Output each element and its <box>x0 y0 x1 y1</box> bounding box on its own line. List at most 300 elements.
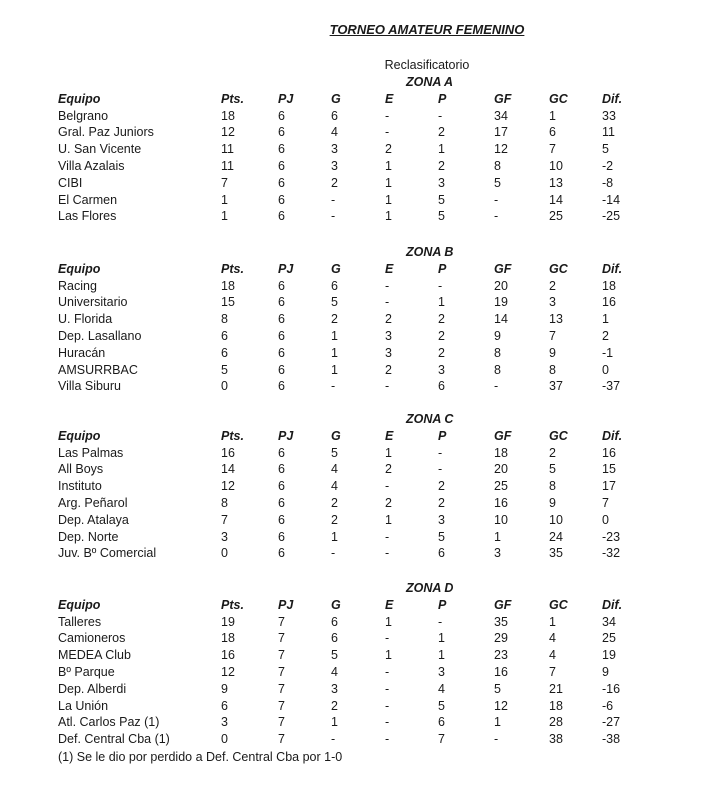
cell-g: 3 <box>331 142 338 157</box>
cell-gf: 5 <box>494 175 501 190</box>
table-row <box>0 699 714 716</box>
cell-dif: 19 <box>602 648 616 663</box>
table-header-row <box>0 262 714 279</box>
cell-pj: 6 <box>278 546 285 561</box>
cell-g: 4 <box>331 479 338 494</box>
cell-gf: 18 <box>494 445 508 460</box>
cell-e: - <box>385 125 390 140</box>
cell-p: 3 <box>438 665 445 679</box>
cell-p: 2 <box>438 125 445 140</box>
cell-pj: 6 <box>278 209 285 224</box>
column-header-gc: GC <box>549 91 568 106</box>
table-row <box>0 295 714 312</box>
cell-gf: 25 <box>494 479 508 494</box>
column-header-e: E <box>385 428 394 443</box>
cell-p: 2 <box>438 345 445 360</box>
cell-dif: 0 <box>602 362 609 377</box>
cell-gc: 1 <box>549 108 556 123</box>
cell-gf: 12 <box>494 698 508 713</box>
cell-pts: 5 <box>221 362 228 377</box>
cell-dif: 16 <box>602 295 616 310</box>
cell-dif: 34 <box>602 614 616 629</box>
table-row <box>0 615 714 632</box>
cell-team: AMSURRBAC <box>58 362 138 377</box>
cell-gf: 3 <box>494 546 501 561</box>
cell-team: Gral. Paz Juniors <box>58 125 154 140</box>
cell-g: 6 <box>331 108 338 123</box>
cell-pts: 18 <box>221 631 235 646</box>
cell-g: 1 <box>331 362 338 377</box>
cell-team: Las Flores <box>58 209 117 224</box>
cell-pts: 12 <box>221 125 235 140</box>
cell-gf: 8 <box>494 362 501 377</box>
table-row <box>0 142 714 159</box>
cell-pj: 6 <box>278 512 285 527</box>
table-row <box>0 109 714 126</box>
cell-p: - <box>438 278 443 293</box>
cell-team: U. San Vicente <box>58 142 142 157</box>
cell-g: 6 <box>331 614 338 629</box>
cell-p: - <box>438 614 443 629</box>
cell-gf: 16 <box>494 496 508 510</box>
cell-p: 5 <box>438 698 445 713</box>
cell-dif: 0 <box>602 512 609 527</box>
cell-pts: 19 <box>221 614 235 629</box>
cell-pj: 7 <box>278 732 285 747</box>
cell-pts: 6 <box>221 698 228 713</box>
cell-pts: 0 <box>221 732 228 747</box>
cell-gf: 29 <box>494 631 508 646</box>
cell-pj: 6 <box>278 312 285 327</box>
cell-e: - <box>385 529 390 544</box>
cell-e: 1 <box>385 192 392 207</box>
cell-e: - <box>385 479 390 494</box>
cell-gc: 14 <box>549 192 563 207</box>
cell-team: Villa Azalais <box>58 159 125 173</box>
cell-gf: 8 <box>494 159 501 173</box>
column-header-gf: GF <box>494 597 512 612</box>
cell-team: Dep. Lasallano <box>58 329 142 343</box>
cell-gc: 6 <box>549 125 556 140</box>
cell-p: 1 <box>438 648 445 663</box>
column-header-gf: GF <box>494 261 512 276</box>
cell-pts: 1 <box>221 192 228 207</box>
table-row <box>0 648 714 665</box>
cell-dif: -27 <box>602 715 621 730</box>
table-row <box>0 279 714 296</box>
column-header-gf: GF <box>494 428 512 443</box>
cell-e: - <box>385 278 390 293</box>
cell-gf: 17 <box>494 125 508 140</box>
cell-dif: -38 <box>602 732 621 747</box>
cell-team: Def. Central Cba (1) <box>58 732 170 747</box>
cell-dif: 1 <box>602 312 609 327</box>
cell-p: 2 <box>438 496 445 510</box>
cell-pts: 14 <box>221 462 235 477</box>
cell-g: 1 <box>331 345 338 360</box>
cell-gc: 13 <box>549 175 563 190</box>
cell-dif: 16 <box>602 445 616 460</box>
cell-gf: 20 <box>494 278 508 293</box>
cell-team: Talleres <box>58 614 102 629</box>
column-header-dif: Dif. <box>602 597 623 612</box>
column-header-team: Equipo <box>58 261 101 276</box>
cell-pj: 6 <box>278 192 285 207</box>
zone-title: ZONA A <box>406 75 453 89</box>
cell-gf: 12 <box>494 142 508 157</box>
zone-title: ZONA B <box>406 245 454 259</box>
table-row <box>0 682 714 699</box>
column-header-team: Equipo <box>58 428 101 443</box>
cell-pj: 6 <box>278 278 285 293</box>
cell-gc: 9 <box>549 496 556 510</box>
table-header-row <box>0 598 714 615</box>
cell-gf: 34 <box>494 108 508 123</box>
cell-g: 6 <box>331 631 338 646</box>
cell-pts: 0 <box>221 546 228 561</box>
cell-p: 7 <box>438 732 445 747</box>
table-row <box>0 176 714 193</box>
cell-gc: 35 <box>549 546 563 561</box>
cell-g: 6 <box>331 278 338 293</box>
cell-gf: 20 <box>494 462 508 477</box>
table-row <box>0 546 714 563</box>
cell-p: 5 <box>438 192 445 207</box>
table-row <box>0 312 714 329</box>
cell-team: Dep. Alberdi <box>58 681 127 696</box>
cell-pj: 6 <box>278 379 285 394</box>
cell-pj: 7 <box>278 698 285 713</box>
cell-g: 3 <box>331 159 338 173</box>
cell-gf: - <box>494 379 499 394</box>
cell-g: 3 <box>331 681 338 696</box>
cell-g: 2 <box>331 698 338 713</box>
cell-p: 4 <box>438 681 445 696</box>
cell-g: - <box>331 732 336 747</box>
cell-pj: 6 <box>278 175 285 190</box>
cell-e: - <box>385 379 390 394</box>
document-title: TORNEO AMATEUR FEMENINO <box>329 22 525 37</box>
cell-e: 2 <box>385 462 392 477</box>
cell-e: 2 <box>385 312 392 327</box>
cell-g: - <box>331 209 336 224</box>
cell-p: 3 <box>438 175 445 190</box>
table-row <box>0 193 714 210</box>
cell-gf: 16 <box>494 665 508 679</box>
cell-pj: 6 <box>278 142 285 157</box>
cell-pj: 6 <box>278 529 285 544</box>
cell-pj: 6 <box>278 345 285 360</box>
cell-p: 2 <box>438 329 445 343</box>
column-header-pts: Pts. <box>221 91 244 106</box>
column-header-dif: Dif. <box>602 261 623 276</box>
cell-pts: 15 <box>221 295 235 310</box>
cell-team: Juv. Bº Comercial <box>58 546 157 561</box>
cell-gf: 23 <box>494 648 508 663</box>
cell-gf: - <box>494 192 499 207</box>
cell-gc: 5 <box>549 462 556 477</box>
cell-pj: 7 <box>278 715 285 730</box>
cell-p: - <box>438 445 443 460</box>
cell-pj: 7 <box>278 681 285 696</box>
cell-e: 1 <box>385 209 392 224</box>
cell-dif: 25 <box>602 631 616 646</box>
cell-pj: 7 <box>278 631 285 646</box>
cell-gf: 10 <box>494 512 508 527</box>
cell-dif: -2 <box>602 159 614 173</box>
cell-g: 4 <box>331 462 338 477</box>
cell-pj: 6 <box>278 108 285 123</box>
cell-p: 1 <box>438 142 445 157</box>
cell-gc: 7 <box>549 142 556 157</box>
cell-gc: 10 <box>549 159 563 173</box>
cell-dif: -8 <box>602 175 614 190</box>
table-row <box>0 346 714 363</box>
cell-g: 2 <box>331 496 338 510</box>
column-header-gc: GC <box>549 597 568 612</box>
cell-dif: 7 <box>602 496 609 510</box>
cell-pts: 7 <box>221 175 228 190</box>
cell-team: Universitario <box>58 295 128 310</box>
table-row <box>0 665 714 682</box>
cell-team: Dep. Atalaya <box>58 512 129 527</box>
cell-team: Bº Parque <box>58 665 115 679</box>
cell-gf: 35 <box>494 614 508 629</box>
cell-g: 2 <box>331 312 338 327</box>
cell-p: 1 <box>438 295 445 310</box>
cell-dif: -23 <box>602 529 621 544</box>
cell-pj: 6 <box>278 462 285 477</box>
cell-dif: 17 <box>602 479 616 494</box>
cell-p: 2 <box>438 159 445 173</box>
cell-e: 1 <box>385 614 392 629</box>
cell-pts: 3 <box>221 529 228 544</box>
column-header-e: E <box>385 597 394 612</box>
cell-gf: 19 <box>494 295 508 310</box>
cell-p: 6 <box>438 715 445 730</box>
column-header-gc: GC <box>549 261 568 276</box>
column-header-p: P <box>438 91 447 106</box>
cell-e: 3 <box>385 345 392 360</box>
cell-gc: 8 <box>549 362 556 377</box>
cell-pj: 7 <box>278 614 285 629</box>
cell-team: Instituto <box>58 479 102 494</box>
cell-g: - <box>331 546 336 561</box>
column-header-dif: Dif. <box>602 91 623 106</box>
cell-g: 5 <box>331 648 338 663</box>
cell-team: CIBI <box>58 175 83 190</box>
cell-team: MEDEA Club <box>58 648 131 663</box>
cell-pts: 8 <box>221 496 228 510</box>
column-header-p: P <box>438 428 447 443</box>
cell-gc: 9 <box>549 345 556 360</box>
cell-gc: 13 <box>549 312 563 327</box>
cell-team: All Boys <box>58 462 104 477</box>
cell-pts: 11 <box>221 159 234 173</box>
cell-e: - <box>385 631 390 646</box>
cell-gc: 7 <box>549 665 556 679</box>
cell-team: Arg. Peñarol <box>58 496 128 510</box>
cell-dif: -25 <box>602 209 621 224</box>
cell-pj: 6 <box>278 479 285 494</box>
column-header-pts: Pts. <box>221 261 244 276</box>
column-header-e: E <box>385 261 394 276</box>
cell-pts: 7 <box>221 512 228 527</box>
column-header-team: Equipo <box>58 597 101 612</box>
cell-p: - <box>438 108 443 123</box>
cell-gc: 4 <box>549 648 556 663</box>
column-header-pts: Pts. <box>221 428 244 443</box>
table-row <box>0 446 714 463</box>
cell-team: Atl. Carlos Paz (1) <box>58 715 160 730</box>
cell-pj: 6 <box>278 159 285 173</box>
cell-e: 3 <box>385 329 392 343</box>
cell-g: 5 <box>331 295 338 310</box>
column-header-g: G <box>331 261 341 276</box>
cell-dif: -1 <box>602 345 614 360</box>
cell-pts: 12 <box>221 665 235 679</box>
cell-gf: 9 <box>494 329 501 343</box>
cell-gc: 18 <box>549 698 563 713</box>
cell-dif: 11 <box>602 125 615 140</box>
table-row <box>0 329 714 346</box>
column-header-team: Equipo <box>58 91 101 106</box>
cell-gf: 1 <box>494 529 501 544</box>
cell-e: - <box>385 681 390 696</box>
cell-pj: 7 <box>278 665 285 679</box>
cell-e: - <box>385 546 390 561</box>
cell-dif: 33 <box>602 108 616 123</box>
cell-p: 2 <box>438 479 445 494</box>
table-row <box>0 513 714 530</box>
cell-team: Racing <box>58 278 97 293</box>
cell-gc: 38 <box>549 732 563 747</box>
column-header-pj: PJ <box>278 91 294 106</box>
cell-pj: 6 <box>278 496 285 510</box>
cell-gc: 4 <box>549 631 556 646</box>
column-header-pj: PJ <box>278 597 294 612</box>
cell-p: 3 <box>438 362 445 377</box>
cell-gf: 1 <box>494 715 501 730</box>
cell-dif: -37 <box>602 379 621 394</box>
cell-team: Las Palmas <box>58 445 124 460</box>
table-row <box>0 530 714 547</box>
cell-gc: 7 <box>549 329 556 343</box>
cell-g: 1 <box>331 329 338 343</box>
cell-g: 2 <box>331 175 338 190</box>
cell-pts: 1 <box>221 209 228 224</box>
cell-g: 4 <box>331 665 338 679</box>
cell-gc: 28 <box>549 715 563 730</box>
cell-pj: 6 <box>278 329 285 343</box>
cell-team: Villa Siburu <box>58 379 122 394</box>
cell-g: 5 <box>331 445 338 460</box>
cell-team: Belgrano <box>58 108 109 123</box>
table-header-row <box>0 429 714 446</box>
cell-dif: 9 <box>602 665 609 679</box>
cell-e: 1 <box>385 512 392 527</box>
cell-gf: - <box>494 209 499 224</box>
cell-dif: -6 <box>602 698 614 713</box>
cell-pts: 3 <box>221 715 228 730</box>
cell-g: 1 <box>331 529 338 544</box>
cell-pts: 6 <box>221 345 228 360</box>
table-row <box>0 363 714 380</box>
cell-gf: 5 <box>494 681 501 696</box>
cell-p: 3 <box>438 512 445 527</box>
cell-e: - <box>385 665 390 679</box>
column-header-g: G <box>331 597 341 612</box>
cell-team: La Unión <box>58 698 109 713</box>
cell-e: 2 <box>385 496 392 510</box>
document-subtitle: Reclasificatorio <box>384 58 470 72</box>
cell-g: 2 <box>331 512 338 527</box>
cell-team: U. Florida <box>58 312 113 327</box>
cell-pj: 6 <box>278 295 285 310</box>
cell-e: - <box>385 108 390 123</box>
cell-e: 2 <box>385 142 392 157</box>
cell-e: 1 <box>385 648 392 663</box>
cell-e: - <box>385 295 390 310</box>
cell-p: 6 <box>438 546 445 561</box>
zone-title: ZONA D <box>406 581 454 595</box>
cell-pj: 6 <box>278 445 285 460</box>
cell-gf: 8 <box>494 345 501 360</box>
cell-dif: 15 <box>602 462 616 477</box>
cell-dif: -32 <box>602 546 621 561</box>
cell-gc: 3 <box>549 295 556 310</box>
cell-pts: 16 <box>221 445 235 460</box>
cell-p: 5 <box>438 529 445 544</box>
cell-dif: 5 <box>602 142 609 157</box>
cell-e: 2 <box>385 362 392 377</box>
column-header-e: E <box>385 91 394 106</box>
column-header-p: P <box>438 597 447 612</box>
cell-dif: 2 <box>602 329 609 343</box>
cell-pj: 6 <box>278 125 285 140</box>
cell-p: 5 <box>438 209 445 224</box>
cell-g: 1 <box>331 715 338 730</box>
cell-pts: 9 <box>221 681 228 696</box>
column-header-pj: PJ <box>278 428 294 443</box>
cell-pts: 6 <box>221 329 228 343</box>
cell-dif: 18 <box>602 278 616 293</box>
column-header-pj: PJ <box>278 261 294 276</box>
cell-pj: 6 <box>278 362 285 377</box>
table-row <box>0 732 714 749</box>
column-header-dif: Dif. <box>602 428 623 443</box>
cell-e: 1 <box>385 175 392 190</box>
column-header-gf: GF <box>494 91 512 106</box>
cell-g: - <box>331 192 336 207</box>
table-row <box>0 125 714 142</box>
zone-title: ZONA C <box>406 412 454 426</box>
cell-team: El Carmen <box>58 192 118 207</box>
cell-dif: -16 <box>602 681 621 696</box>
cell-pts: 12 <box>221 479 235 494</box>
cell-pts: 18 <box>221 108 235 123</box>
table-row <box>0 715 714 732</box>
cell-e: 1 <box>385 159 392 173</box>
column-header-g: G <box>331 428 341 443</box>
cell-pts: 16 <box>221 648 235 663</box>
column-header-gc: GC <box>549 428 568 443</box>
cell-e: - <box>385 715 390 730</box>
cell-gc: 24 <box>549 529 563 544</box>
cell-gc: 2 <box>549 445 556 460</box>
cell-gc: 2 <box>549 278 556 293</box>
cell-team: Camioneros <box>58 631 126 646</box>
